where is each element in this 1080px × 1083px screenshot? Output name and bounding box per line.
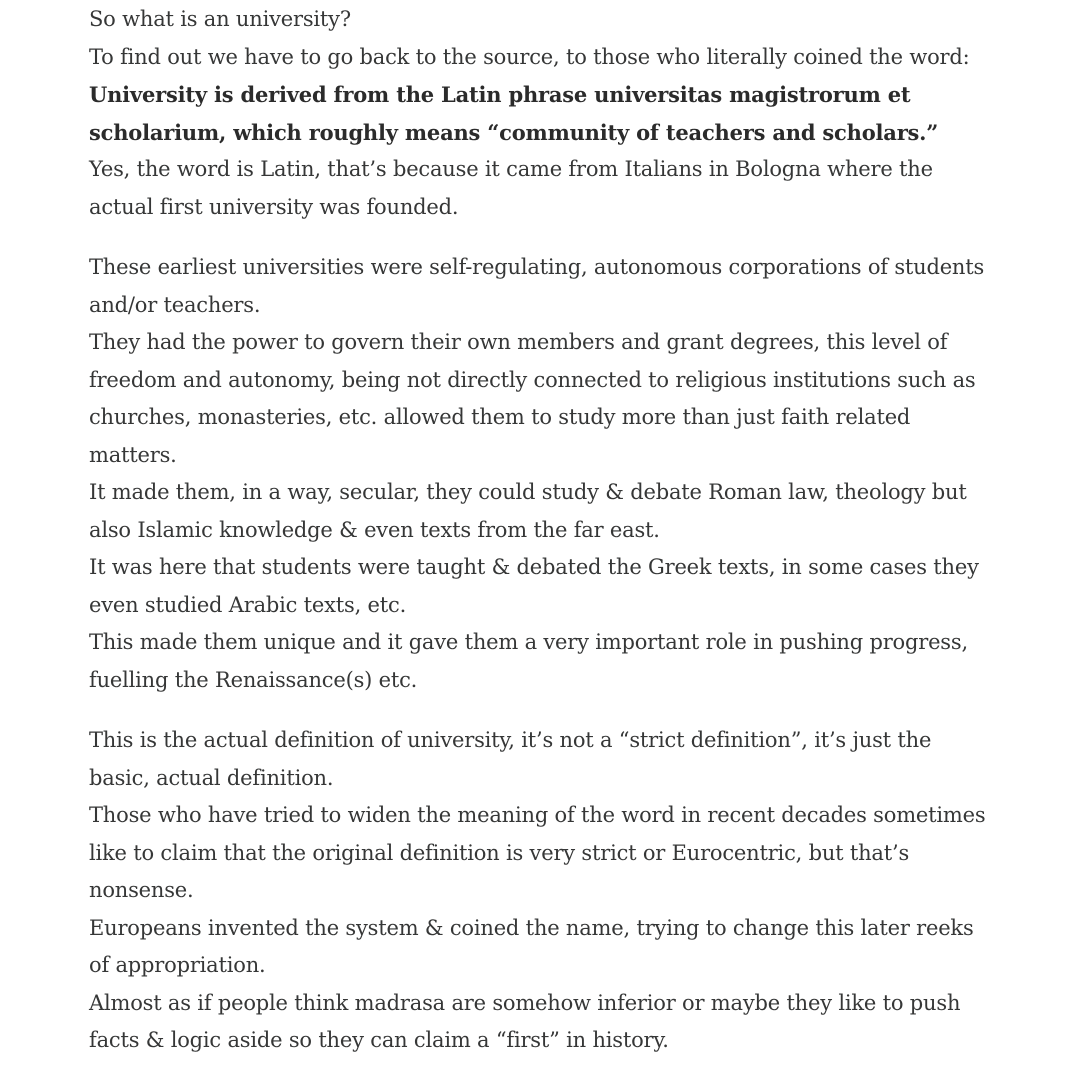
article-line: This is the actual definition of university, it’s not a “strict definition”, it’s just the basic, actual definition. bbox=[89, 728, 932, 790]
article-line: It was here that students were taught & debated the Greek texts, in some cases they even studied Arabic texts, etc. bbox=[89, 555, 979, 617]
article-body bbox=[89, 1, 989, 1083]
article-line: Europeans invented the system & coined the name, trying to change this later reeks of appropriation. bbox=[89, 915, 974, 977]
article-line: They had the power to govern their own members and grant degrees, this level of freedom and autonomy, being not directly connected to religious institutions such as churches, monasteries, etc. allowed them to study more than just faith related matters. bbox=[89, 330, 976, 467]
article-line-bold: University is derived from the Latin phrase universitas magistrorum et scholarium, which roughly means “community of teachers and scholars.” bbox=[89, 82, 939, 145]
article-line: Almost as if people think madrasa are somehow inferior or maybe they like to push facts & logic aside so they can claim a “first” in history. bbox=[89, 990, 961, 1052]
article-line: Yes, the word is Latin, that’s because it came from Italians in Bologna where the actual first university was founded. bbox=[89, 157, 933, 219]
article-line: To find out we have to go back to the source, to those who literally coined the word: bbox=[89, 44, 970, 69]
article-line: This made them unique and it gave them a very important role in pushing progress, fuelling the Renaissance(s) etc. bbox=[89, 630, 968, 692]
article-line: Those who have tried to widen the meaning of the word in recent decades sometimes like to claim that the original definition is very strict or Eurocentric, but that’s nonsense. bbox=[89, 803, 986, 902]
paragraph-block bbox=[89, 722, 989, 1060]
paragraph-block bbox=[89, 1, 989, 226]
article-line: It made them, in a way, secular, they could study & debate Roman law, theology but also Islamic knowledge & even texts from the far east. bbox=[89, 480, 967, 542]
article-line: These earliest universities were self-regulating, autonomous corporations of students and/or teachers. bbox=[89, 255, 985, 317]
article-line: So what is an university? bbox=[89, 7, 351, 31]
paragraph-block bbox=[89, 249, 989, 699]
